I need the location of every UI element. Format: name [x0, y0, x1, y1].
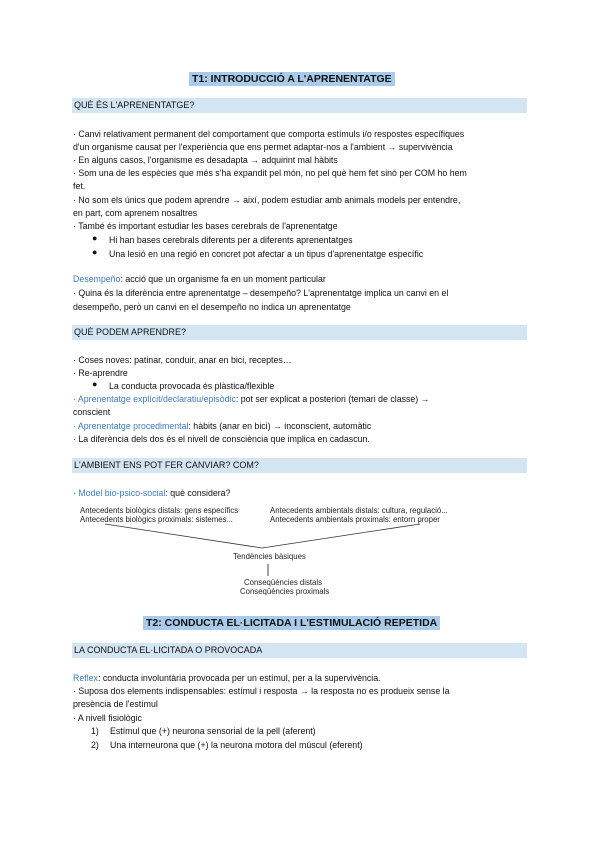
explicit-def: : pot ser explicat a posteriori (temari de classe) → — [235, 394, 430, 404]
model-term: · Model bio-psico-social — [73, 488, 166, 498]
diagram-left-1: Antecedents biològics distals: gens específics — [80, 506, 239, 515]
diagram-out-1: Conseqüències distals — [244, 578, 323, 587]
para-line: · Coses noves: patinar, conduir, anar en bici, receptes… — [73, 355, 292, 365]
procedural-def: : hàbits (anar en bici) → inconscient, automàtic — [188, 421, 372, 431]
numbered-marker: 2) — [91, 740, 99, 750]
para-line: · Re-aprendre — [73, 368, 128, 378]
para-line: · També és important estudiar les bases cerebrals de l'aprenentatge — [73, 221, 338, 231]
bullet-dot: ● — [92, 247, 98, 257]
bullet-item: Una lesió en una regió en concret pot afectar a un tipus d'aprenentatge específic — [109, 249, 424, 259]
explicit-term: · Aprenentatge explícit/declaratiu/episòdic — [73, 394, 236, 404]
section-heading-4: LA CONDUCTA EL·LICITADA O PROVOCADA — [72, 643, 527, 658]
t2-title: T2: CONDUCTA EL·LICITADA I L'ESTIMULACIÓ REPETIDA — [143, 616, 440, 630]
para-line: · En alguns casos, l'organisme es desadapta → adquirint mal hàbits — [73, 155, 338, 165]
para-line: · A nivell fisiològic — [73, 713, 142, 723]
diagram-right-1: Antecedents ambientals distals: cultura, regulació... — [270, 506, 448, 515]
bullet-dot: ● — [92, 233, 98, 243]
para-line: · Quina és la diferència entre aprenentatge – desempeño? L'aprenentatge implica un canvi en el — [73, 288, 449, 298]
bullet-item: Hi han bases cerebrals diferents per a diferents aprenentatges — [109, 235, 353, 245]
para-line: fet. — [73, 181, 86, 191]
para-line: conscient — [73, 407, 111, 417]
para-line: · Canvi relativament permanent del comportament que comporta estímuls i/o respostes específiques — [73, 129, 465, 139]
para-line: en part, com aprenem nosaltres — [73, 208, 198, 218]
para-line: · Suposa dos elements indispensables: estímul i resposta → la resposta no es produeix sense la — [73, 686, 450, 696]
diagram-right-2: Antecedents ambientals proximals: entorn proper — [270, 515, 440, 524]
desempeno-term: Desempeño — [73, 274, 121, 284]
para-line: · No som els únics que podem aprendre → així, podem estudiar amb animals models per entendre, — [73, 195, 461, 205]
para-line: desempeño, però un canvi en el desempeño no indica un aprenentatge — [73, 302, 351, 312]
numbered-item: Estímul que (+) neurona sensorial de la pell (aferent) — [110, 726, 316, 736]
section-heading-1: QUÈ ÉS L'APRENENTATGE? — [72, 98, 527, 113]
para-line: d'un organisme causat per l'experiència que ens permet adaptar-nos a l'ambient → supervivència — [73, 142, 453, 152]
section-heading-2: QUÈ PODEM APRENDRE? — [72, 325, 527, 340]
diagram-center: Tendències bàsiques — [233, 552, 306, 561]
diagram-left-2: Antecedents biològics proximals: sistemes... — [80, 515, 233, 524]
numbered-marker: 1) — [91, 726, 99, 736]
section-heading-3: L'AMBIENT ENS POT FER CANVIAR? COM? — [72, 458, 527, 473]
reflex-line — [73, 672, 381, 684]
bullet-dot: ● — [92, 379, 98, 389]
bullet-item: La conducta provocada és plàstica/flexible — [109, 381, 275, 391]
para-line: · Som una de les espècies que més s'ha expandit pel món, no pel què hem fet sinó per COM ho hem — [73, 168, 467, 178]
desempeno-def: : acció que un organisme fa en un moment particular — [120, 274, 326, 284]
diagram-out-2: Conseqüències proximals — [240, 587, 330, 596]
reflex-def: : conducta involuntària provocada per un estímul, per a la supervivència. — [97, 673, 381, 683]
numbered-item: Una interneurona que (+) la neurona motora del múscul (eferent) — [110, 740, 363, 750]
reflex-term: Reflex — [73, 673, 98, 683]
model-def: : què considera? — [165, 488, 231, 498]
para-line: · La diferència dels dos és el nivell de consciència que implica en cadascun. — [73, 434, 370, 444]
t1-title: T1: INTRODUCCIÓ A L'APRENENTATGE — [189, 72, 395, 86]
para-line: presència de l'estímul — [73, 699, 158, 709]
procedural-term: · Aprenentatge procedimental — [73, 421, 189, 431]
